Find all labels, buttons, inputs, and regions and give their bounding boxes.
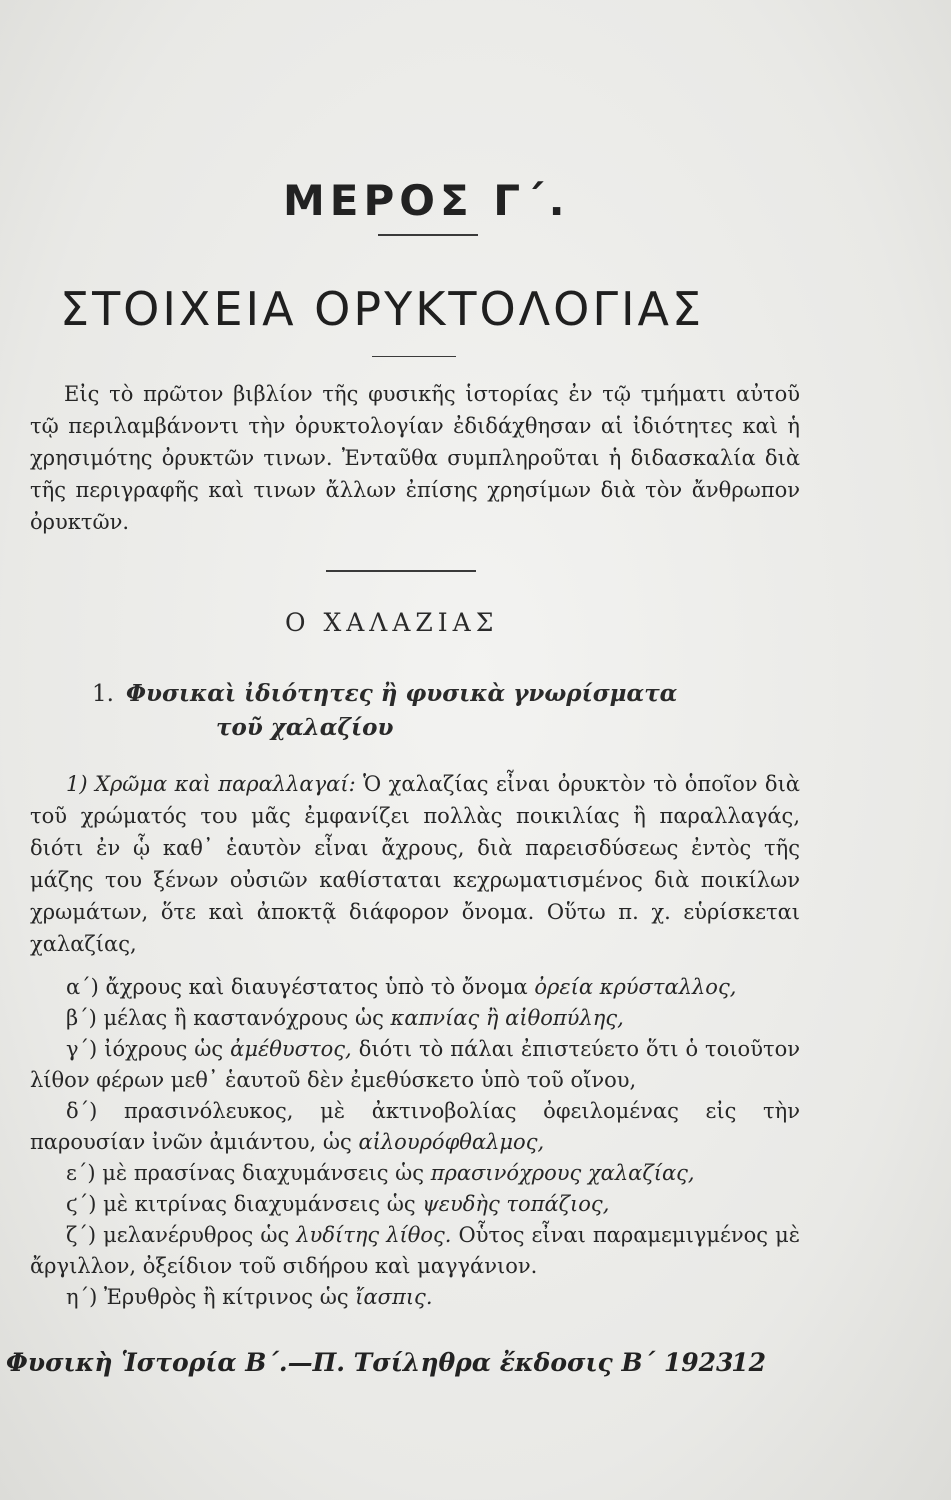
intro-rule	[326, 570, 476, 572]
page-number: 12	[731, 1348, 766, 1377]
page-footer	[6, 1348, 796, 1377]
section-title: Ο ΧΑΛΑΖΙΑΣ	[285, 608, 499, 637]
variety-list	[30, 972, 800, 1313]
list-item	[30, 1003, 800, 1034]
list-item	[30, 1282, 800, 1313]
list-item-lead: η΄) Ἐρυθρὸς ἢ κίτρινος ὡς	[66, 1285, 356, 1309]
list-item-rest: Οὗτος εἶναι παραμεμιγμένος μὲ ἄργιλλον, ὀξείδιον τοῦ σιδήρου καὶ μαγγάνιον.	[30, 1223, 800, 1278]
list-item-lead: α΄) ἄχρους καὶ διαυγέστατος ὑπὸ τὸ ὄνομα	[66, 975, 535, 999]
list-item	[30, 972, 800, 1003]
subheading-number: 1.	[92, 681, 114, 707]
part-heading: ΜΕΡΟΣ Γ΄.	[283, 176, 570, 225]
list-item-term: ἴασπις.	[355, 1285, 433, 1309]
subheading	[92, 677, 792, 745]
main-title: ΣΤΟΙΧΕΙΑ ΟΡΥΚΤΟΛΟΓΙΑΣ	[60, 282, 705, 336]
list-item-lead: β΄) μέλας ἢ καστανόχρους ὡς	[66, 1006, 391, 1030]
part-heading-rule	[378, 234, 478, 236]
list-item	[30, 1096, 800, 1158]
intro-paragraph: Εἰς τὸ πρῶτον βιβλίον τῆς φυσικῆς ἱστορίας ἐν τῷ τμήματι αὐτοῦ τῷ περιλαμβάνοντι τὴν ὀρυκτολογίαν ἐδιδάχθησαν αἱ ἰδιότητες καὶ ἡ χρησιμότης ὀρυκτῶν τινων. Ἐνταῦθα συμπληροῦται ἡ διδασκαλία διὰ τῆς περιγραφῆς καὶ τινων ἄλλων ἐπίσης χρησίμων διὰ τὸν ἄνθρωπον ὀρυκτῶν.	[30, 382, 800, 534]
list-item-lead: ε΄) μὲ πρασίνας διαχυμάνσεις ὡς	[66, 1161, 431, 1185]
list-item-term: ὀρεία κρύσταλλος,	[534, 975, 737, 999]
body-paragraph	[30, 768, 800, 960]
list-item-lead: δ΄) πρασινόλευκος, μὲ ἀκτινοβολίας ὀφειλομένας εἰς τὴν παρουσίαν ἰνῶν ἀμιάντου, ὡς	[30, 1099, 800, 1154]
list-item-rest: διότι τὸ πάλαι ἐπιστεύετο ὅτι ὁ τοιοῦτον λίθον φέρων μεθ᾽ ἑαυτοῦ δὲν ἐμεθύσκετο ὑπὸ τοῦ οἴνου,	[30, 1037, 800, 1092]
body-label: 1) Χρῶμα καὶ παραλλαγαί:	[66, 772, 356, 796]
title-rule	[372, 356, 456, 357]
list-item-term: ψευδὴς τοπάζιος,	[422, 1192, 610, 1216]
list-item-term: ἀμέθυστος,	[230, 1037, 352, 1061]
list-item-lead: ζ΄) μελανέρυθρος ὡς	[66, 1223, 297, 1247]
list-item	[30, 1189, 800, 1220]
list-item-term: πρασινόχρους χαλαζίας,	[430, 1161, 695, 1185]
list-item	[30, 1220, 800, 1282]
subheading-line1: Φυσικαὶ ἰδιότητες ἢ φυσικὰ γνωρίσματα	[125, 680, 678, 707]
body-text: Ὁ χαλαζίας εἶναι ὀρυκτὸν τὸ ὁποῖον διὰ τοῦ χρώματός του μᾶς ἐμφανίζει πολλὰς ποικιλίας ἢ παραλλαγάς, διότι ἐν ᾧ καθ᾽ ἑαυτὸν εἶναι ἄχρους, διὰ παρεισδύσεως ἐντὸς τῆς μάζης του ξένων οὐσιῶν καθίσταται κεχρωματισμένος διὰ ποικίλων χρωμάτων, ὅτε καὶ ἀποκτᾷ διάφορον ὄνομα. Οὕτω π. χ. εὑρίσκεται χαλαζίας,	[30, 772, 800, 956]
list-item-term: λυδίτης λίθος.	[296, 1223, 452, 1247]
list-item	[30, 1034, 800, 1096]
list-item-lead: γ΄) ἰόχρους ὡς	[66, 1037, 231, 1061]
list-item	[30, 1158, 800, 1189]
footer-citation: Φυσικὴ Ἱστορία Β΄.—Π. Τσίληθρα ἔκδοσις Β΄ 1923	[6, 1348, 734, 1377]
list-item-lead: ϛ΄) μὲ κιτρίνας διαχυμάνσεις ὡς	[66, 1192, 423, 1216]
list-item-term: καπνίας ἢ αἰθοπύλης,	[390, 1006, 624, 1030]
list-item-term: αἰλουρόφθαλμος,	[358, 1130, 545, 1154]
subheading-line2: τοῦ χαλαζίου	[216, 714, 394, 741]
